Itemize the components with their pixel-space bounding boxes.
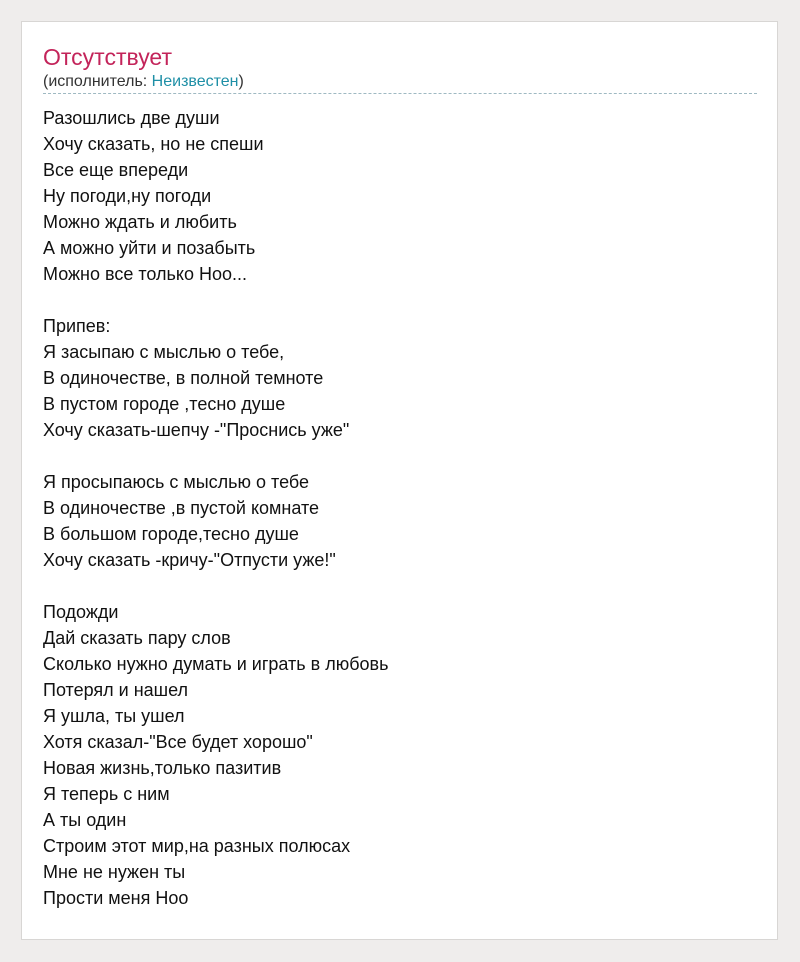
lyric-line (43, 443, 757, 469)
lyric-line: Я ушла, ты ушел (43, 706, 185, 726)
lyrics-card (21, 21, 778, 940)
lyric-line: Ну погоди,ну погоди (43, 186, 212, 206)
lyric-line: Хочу сказать-шепчу -"Проснись уже" (43, 420, 350, 440)
lyric-line: Можно все только Ноо... (43, 264, 248, 284)
lyric-line: Хотя сказал-"Все будет хорошо" (43, 732, 313, 752)
lyric-line (43, 287, 757, 313)
lyric-line: Мне не нужен ты (43, 862, 186, 882)
artist-suffix: ) (238, 73, 244, 90)
lyric-line: Прости меня Ноо (43, 888, 189, 908)
title-divider (43, 93, 757, 94)
lyric-line: В одиночестве, в полной темноте (43, 368, 324, 388)
lyric-line: Потерял и нашел (43, 680, 189, 700)
lyric-line: Я просыпаюсь с мыслью о тебе (43, 472, 310, 492)
artist-link[interactable]: Неизвестен (151, 73, 239, 90)
lyric-line: В пустом городе ,тесно душе (43, 394, 286, 414)
lyric-line: Хочу сказать -кричу-"Отпусти уже!" (43, 550, 336, 570)
lyric-line: Дай сказать пару слов (43, 628, 231, 648)
lyric-line: Я теперь с ним (43, 784, 170, 804)
lyric-line: А можно уйти и позабыть (43, 238, 256, 258)
lyric-line: Припев: (43, 316, 111, 336)
lyric-line: А ты один (43, 810, 127, 830)
lyrics-text (43, 105, 757, 911)
lyric-line (43, 573, 757, 599)
artist-line (43, 72, 244, 92)
lyric-line: Хочу сказать, но не спеши (43, 134, 264, 154)
lyric-line: Я засыпаю с мыслью о тебе, (43, 342, 285, 362)
artist-prefix: (исполнитель: (43, 73, 152, 90)
lyric-line: В одиночестве ,в пустой комнате (43, 498, 320, 518)
lyric-line: Сколько нужно думать и играть в любовь (43, 654, 389, 674)
lyric-line: Строим этот мир,на разных полюсах (43, 836, 351, 856)
lyric-line: Разошлись две души (43, 108, 220, 128)
lyric-line: Подожди (43, 602, 119, 622)
song-title: Отсутствует (43, 44, 172, 70)
lyric-line: Новая жизнь,только пазитив (43, 758, 282, 778)
lyric-line: В большом городе,тесно душе (43, 524, 299, 544)
lyric-line: Можно ждать и любить (43, 212, 237, 232)
lyric-line: Все еще впереди (43, 160, 189, 180)
